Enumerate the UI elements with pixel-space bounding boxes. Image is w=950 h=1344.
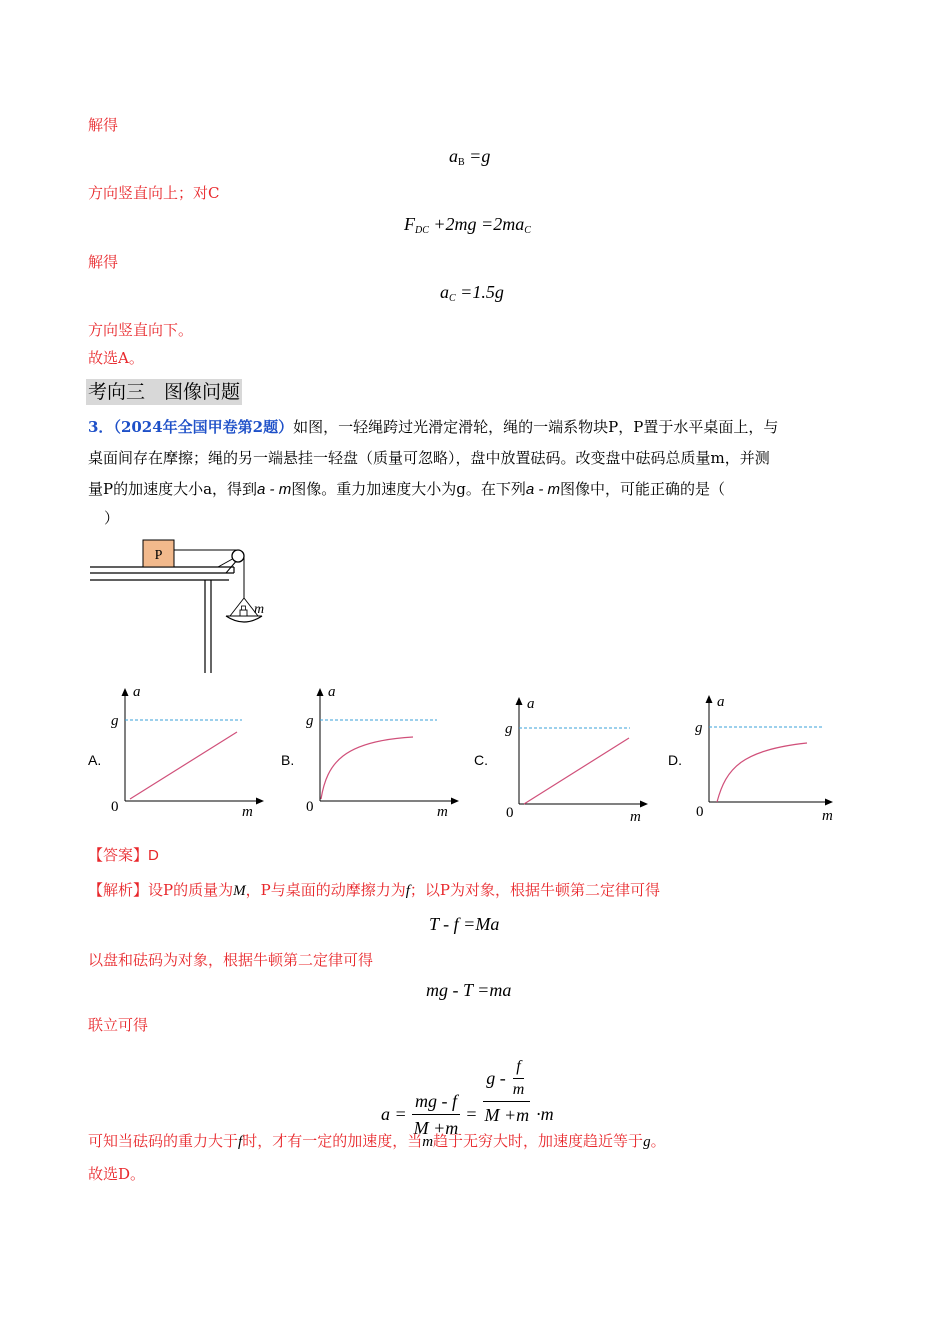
question-line-1: 3．（2024年全国甲卷第2题）如图，一轻绳跨过光滑定滑轮，绳的一端系物块P，P置于水平桌面上，与 xyxy=(88,418,779,436)
option-c-label: C. xyxy=(474,752,488,768)
answer-line: 【答案】D xyxy=(88,846,159,864)
analysis-line-5: 故选D。 xyxy=(88,1165,146,1183)
section-heading: 考向三 图像问题 xyxy=(88,381,241,403)
svg-text:0: 0 xyxy=(306,799,314,815)
svg-text:m: m xyxy=(822,808,833,824)
question-line-2: 桌面间存在摩擦；绳的另一端悬挂一轻盘（质量可忽略），盘中放置砝码。改变盘中砝码总质量m，并测 xyxy=(88,449,770,467)
option-b-graph xyxy=(303,683,463,823)
analysis-line-3: 联立可得 xyxy=(88,1016,149,1034)
analysis-line-4: 可知当砝码的重力大于f时，才有一定的加速度，当m趋于无穷大时，加速度趋近等于g。 xyxy=(88,1132,666,1150)
analysis-line-2: 以盘和砝码为对象，根据牛顿第二定律可得 xyxy=(88,951,374,969)
svg-text:0: 0 xyxy=(696,804,704,820)
svg-text:g: g xyxy=(695,720,703,736)
svg-text:m: m xyxy=(242,804,253,820)
svg-text:g: g xyxy=(306,713,314,729)
svg-text:m: m xyxy=(437,804,448,820)
text-direction-down: 方向竖直向下。 xyxy=(88,321,194,339)
mass-label: m xyxy=(254,602,265,617)
svg-text:a: a xyxy=(717,694,725,710)
option-c-graph xyxy=(502,692,662,832)
option-d-graph xyxy=(692,690,852,830)
pulley xyxy=(232,550,244,562)
svg-text:0: 0 xyxy=(506,805,514,821)
equation-1: T - f =Ma xyxy=(429,914,500,934)
equation-aC: $a_C =1.5g$ xyxy=(440,282,504,304)
svg-text:m: m xyxy=(630,809,641,825)
svg-text:a: a xyxy=(133,684,141,700)
equation-2: mg - T =ma xyxy=(426,980,512,1000)
text-jiede-2: 解得 xyxy=(88,253,119,271)
block-p-label: P xyxy=(154,548,163,563)
equation-3: a = $\frac{mg - f}{M +m}$ = g - $\frac{f}{m}$ M +m ·m xyxy=(381,1057,554,1138)
equation-FDC: $F_{DC} +2mg =2ma_C$ xyxy=(404,214,531,236)
option-a-graph xyxy=(108,683,268,823)
text-choose-a: 故选A。 xyxy=(88,349,144,367)
option-d-label: D. xyxy=(668,752,682,768)
equation-aB: $a_B =g$ xyxy=(449,146,491,168)
svg-text:a: a xyxy=(328,684,336,700)
text-direction-up: 方向竖直向上；对C xyxy=(88,184,220,202)
svg-text:g: g xyxy=(111,713,119,729)
option-b-label: B. xyxy=(281,752,295,768)
svg-text:g: g xyxy=(505,721,513,737)
apparatus-figure xyxy=(86,536,286,678)
fraction-2: g - $\frac{f}{m}$ M +m xyxy=(484,1057,530,1125)
text-jiede-1: 解得 xyxy=(88,116,119,134)
question-line-4: ） xyxy=(104,509,120,527)
analysis-line-1: 【解析】设P的质量为M，P与桌面的动摩擦力为f；以P为对象，根据牛顿第二定律可得 xyxy=(88,881,660,899)
option-a-label: A. xyxy=(88,752,102,768)
question-line-3: 量P的加速度大小a，得到a - m图像。重力加速度大小为g。在下列a - m图像中，可能正确的是（ xyxy=(88,480,726,498)
svg-text:0: 0 xyxy=(111,799,119,815)
svg-text:a: a xyxy=(527,696,535,712)
fraction-1: $\frac{mg - f}{M +m}$ xyxy=(413,1091,459,1138)
weight xyxy=(240,610,247,616)
